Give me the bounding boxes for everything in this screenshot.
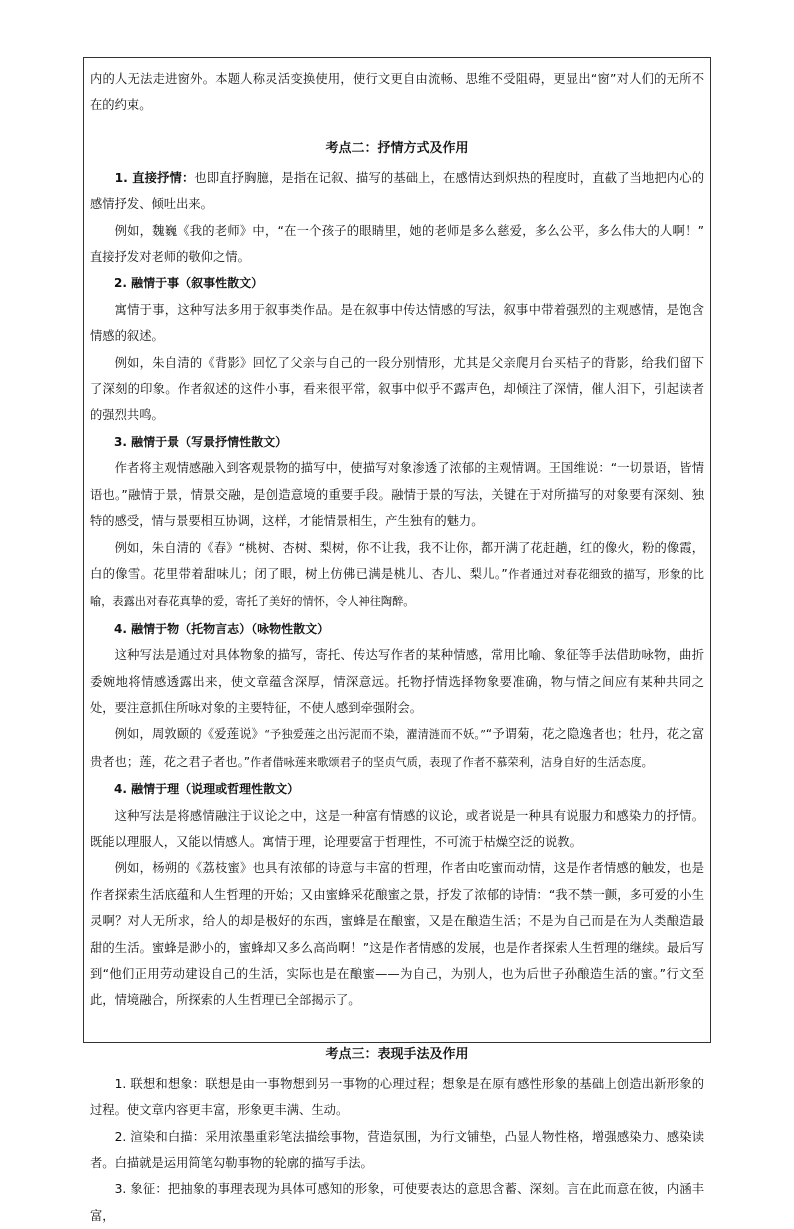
item4-paragraph-1: 这种写法是通过对具体物象的描写，寄托、传达写作者的某种情感，常用比喻、象征等手法借助咏物，曲折委婉地将情感透露出来，使文章蕴含深厚，情深意远。托物抒情选择物象要准确，物与情之间应有某种共同之处，要注意抓住所咏对象的主要特征，不使人感到牵强附会。	[90, 648, 704, 715]
document-content	[90, 66, 704, 1229]
item1-paragraph	[90, 165, 704, 218]
item4-heading: 4. 融情于物（托物言志）（咏物性散文）	[114, 621, 330, 636]
item5-paragraph-1: 这种写法是将感情融注于议论之中，这是一种富有情感的议论，或者说是一种具有说服力和感染力的抒情。既能以理服人，又能以情感人。寓情于理，论理要富于哲理性，不可流于枯燥空泛的说教。	[90, 808, 704, 849]
item3-paragraph-1: 作者将主观情感融入到客观景物的描写中，使描写对象渗透了浓郁的主观情调。王国维说：“一切景语，皆情语也。”融情于景，情景交融，是创造意境的重要手段。融情于景的写法，关键在于对所描写的对象要有深刻、独特的感受，情与景要相互协调，这样，才能情景相生，产生独有的魅力。	[90, 461, 704, 529]
section3-paragraph-1: 1. 联想和想象：联想是由一事物想到另一事物的心理过程；想象是在原有感性形象的基础上创造出新形象的过程。使文章内容更丰富，形象更丰满、生动。	[90, 1076, 704, 1118]
item3-example	[90, 535, 704, 616]
item2-heading: 2. 融情于事（叙事性散文）	[114, 276, 264, 291]
document-frame	[83, 57, 711, 1223]
item4-example	[90, 721, 704, 776]
item4-quote-2: “予谓菊，花之隐逸者也；牡丹，花之富贵者也；莲，花之君子者也。”	[90, 727, 704, 769]
section3-title: 考点三：表现手法及作用	[325, 1046, 469, 1062]
item3-example-note: 作者通过对春花细致的描写，形象的比喻，表露出对春花真挚的爱，寄托了美好的情怀，令人神往陶醉。	[90, 567, 704, 609]
item4-quote-1: “予独爱莲之出污泥而不染，濯清涟而不妖。”	[264, 728, 486, 742]
item1-label: 1. 直接抒情：	[114, 170, 195, 185]
section3-paragraph-3: 3. 象征：把抽象的事理表现为具体可感知的形象，可使要表达的意思含蓄、深刻。言在此而意在彼，内涵丰富，	[90, 1182, 704, 1223]
intro-paragraph: 内的人无法走进窗外。本题人称灵活变换使用，使行文更自由流畅、思维不受阻碍，更显出“窗”对人们的无所不在的约束。	[90, 72, 704, 113]
item1-example: 例如，魏巍《我的老师》中，“在一个孩子的眼睛里，她的老师是多么慈爱，多么公平，多么伟大的人啊！” 直接抒发对老师的敬仰之情。	[90, 223, 704, 265]
item5-heading: 4. 融情于理（说理或哲理性散文）	[114, 782, 300, 797]
item1-text: 也即直抒胸臆，是指在记叙、描写的基础上，在感情达到炽热的程度时，直截了当地把内心的感情抒发、倾吐出来。	[90, 170, 704, 212]
item3-example-main: 例如，朱自清的《春》“桃树、杏树、梨树，你不让我，我不让你，都开满了花赶趟，红的像火，粉的像霞，白的像雪。花里带着甜味儿；闭了眼，树上仿佛已满是桃儿、杏儿、梨儿。”	[90, 540, 704, 581]
item2-paragraph-1: 寓情于事，这种写法多用于叙事类作品。是在叙事中传达情感的写法，叙事中带着强烈的主观感情，是饱含情感的叙述。	[90, 302, 704, 344]
section2-title: 考点二：抒情方式及作用	[325, 140, 469, 156]
item4-example-note: 作者借咏莲来歌颂君子的坚贞气质，表现了作者不慕荣利，洁身自好的生活态度。	[250, 755, 653, 769]
item2-paragraph-2: 例如，朱自清的《背影》回忆了父亲与自己的一段分别情形，尤其是父亲爬月台买桔子的背影，给我们留下了深刻的印象。作者叙述的这件小事，看来很平常，叙事中似乎不露声色，却倾注了深情，催人泪下，引起读者的强烈共鸣。	[90, 355, 704, 423]
item5-paragraph-2: 例如，杨朔的《荔枝蜜》也具有浓郁的诗意与丰富的哲理，作者由吃蜜而动情，这是作者情感的触发，也是作者探索生活底蕴和人生哲理的开始；又由蜜蜂采花酿蜜之景，抒发了浓郁的诗情：“我不禁一颤，多可爱的小生灵啊？对人无所求，给人的却是极好的东西，蜜蜂是在酿蜜，又是在酿造生活；不是为自己而是在为人类酿造最甜的生活。蜜蜂是渺小的，蜜蜂却又多么高尚啊！”这是作者情感的发展，也是作者探索人生哲理的继续。最后写到“他们正用劳动建设自己的生活，实际也是在酿蜜——为自己，为别人，也为后世子孙酿造生活的蜜。”行文至此，情境融合，所探索的人生哲理已全部揭示了。	[90, 861, 704, 1008]
item4-example-main: 例如，周敦颐的《爱莲说》	[114, 727, 265, 742]
item3-heading: 3. 融情于景（写景抒情性散文）	[114, 434, 288, 449]
section3-paragraph-2: 2. 渲染和白描：采用浓墨重彩笔法描绘事物，营造氛围，为行文铺垫，凸显人物性格，增强感染力、感染读者。白描就是运用简笔勾勒事物的轮廓的描写手法。	[90, 1129, 704, 1171]
